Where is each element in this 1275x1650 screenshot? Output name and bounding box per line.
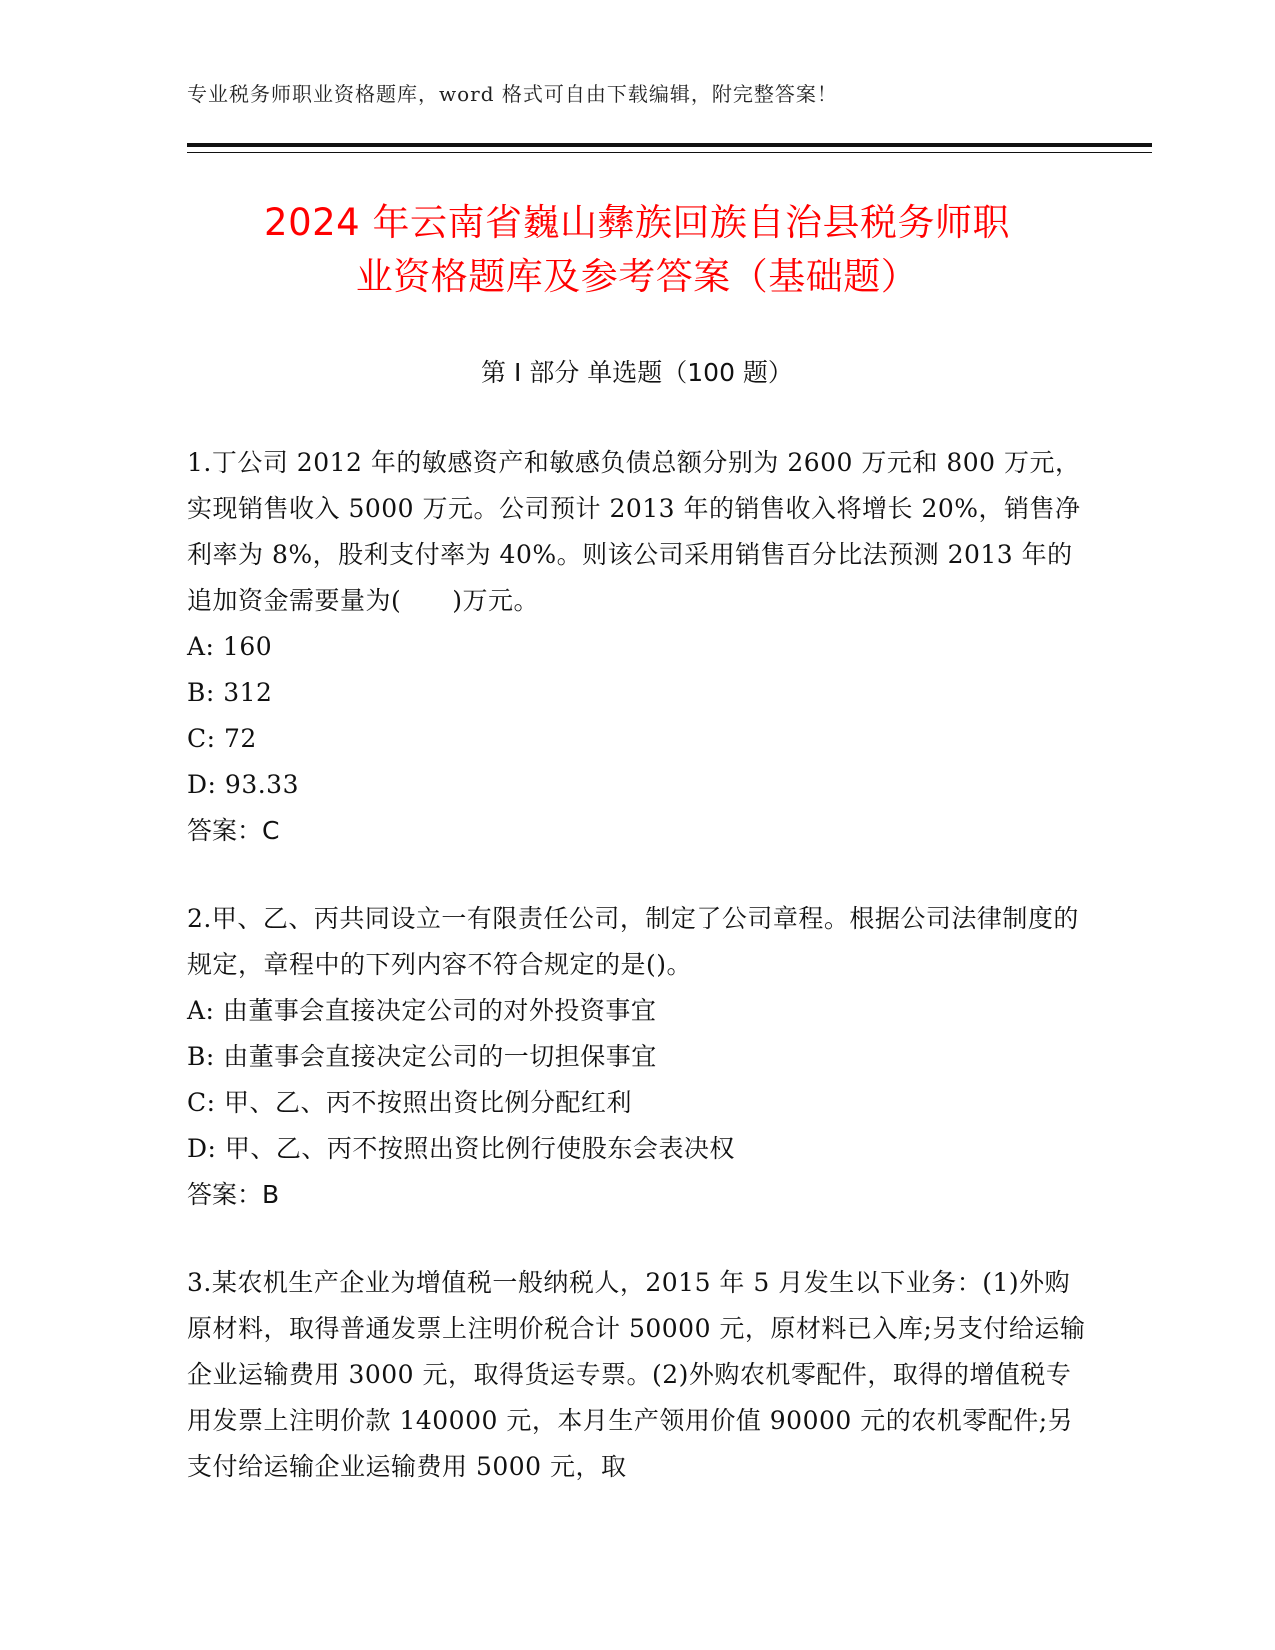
question-stem: 3.某农机生产企业为增值税一般纳税人，2015 年 5 月发生以下业务：(1)外购原材料，取得普通发票上注明价税合计 50000 元，原材料已入库;另支付给运输企业运输费用 3000 元，取得货运专票。(2)外购农机零配件，取得的增值税专用发票上注明价款 140000 元，本月生产领用价值 90000 元的农机零配件;另支付给运输企业运输费用 5000 元，取: [187, 1268, 1086, 1481]
question-2: [187, 896, 1087, 1218]
option-d: D: 93.33: [187, 770, 299, 799]
question-stem: 2.甲、乙、丙共同设立一有限责任公司，制定了公司章程。根据公司法律制度的规定，章程中的下列内容不符合规定的是()。: [187, 904, 1079, 979]
option-c: C: 甲、乙、丙不按照出资比例分配红利: [187, 1088, 632, 1117]
option-a: A: 由董事会直接决定公司的对外投资事宜: [187, 996, 657, 1025]
question-3: [187, 1260, 1087, 1490]
option-b: B: 由董事会直接决定公司的一切担保事宜: [187, 1042, 657, 1071]
header-note: 专业税务师职业资格题库，word 格式可自由下载编辑，附完整答案！: [187, 82, 838, 106]
answer: 答案：C: [187, 816, 280, 845]
header-rule-thick: [187, 143, 1152, 147]
document-title-line1: 2024 年云南省巍山彝族回族自治县税务师职: [264, 201, 1010, 244]
option-b: B: 312: [187, 678, 273, 707]
answer: 答案：B: [187, 1180, 280, 1209]
document-title-line2: 业资格题库及参考答案（基础题）: [355, 255, 919, 298]
question-list: [187, 440, 1087, 1532]
document-title: [187, 196, 1087, 304]
option-c: C: 72: [187, 724, 257, 753]
option-d: D: 甲、乙、丙不按照出资比例行使股东会表决权: [187, 1134, 735, 1163]
question-stem: 1.丁公司 2012 年的敏感资产和敏感负债总额分别为 2600 万元和 800 万元，实现销售收入 5000 万元。公司预计 2013 年的销售收入将增长 20%，销售净利率为 8%，股利支付率为 40%。则该公司采用销售百分比法预测 2013 年的追加资金需要量为( )万元。: [187, 448, 1081, 615]
option-a: A: 160: [187, 632, 273, 661]
question-1: [187, 440, 1087, 854]
section-title: 第 I 部分 单选题（100 题）: [481, 358, 793, 387]
header-rule-thin: [187, 152, 1152, 153]
